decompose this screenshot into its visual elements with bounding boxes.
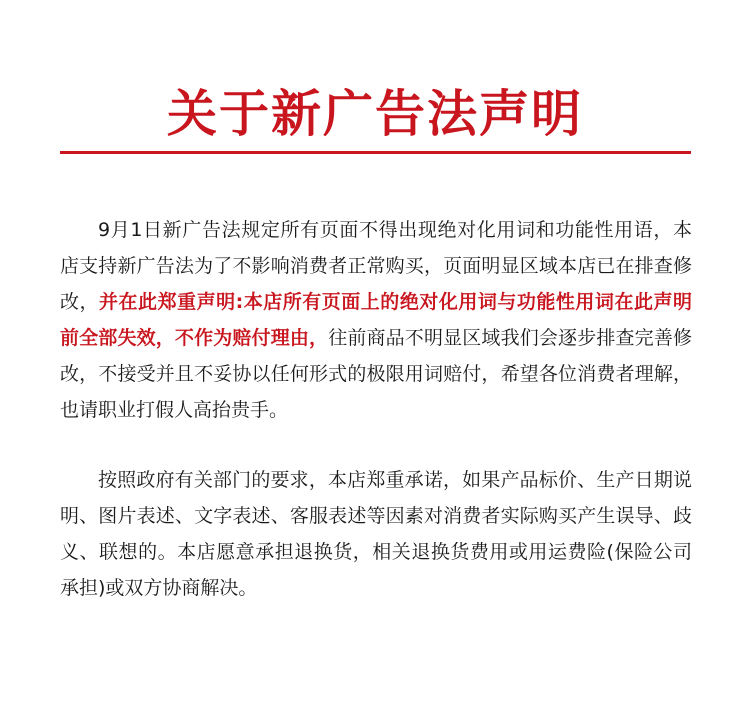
commitment-paragraph: 按照政府有关部门的要求，本店郑重承诺，如果产品标价、生产日期说明、图片表述、文字表述、客服表述等因素对消费者实际购买产生误导、歧义、联想的。本店愿意承担退换货，相关退换货费用或用运费险(保险公司承担)或双方协商解决。 — [60, 469, 692, 599]
page-title: 关于新广告法声明 — [167, 85, 583, 143]
title-divider — [60, 151, 691, 154]
statement-text: 9月1日新广告法规定所有页面不得出现绝对化用词和功能性用语，本店支持新广告法为了不影响消费者正常购买，页面明显区域本店已在排查修改， — [60, 219, 692, 313]
statement-paragraph — [60, 212, 692, 428]
statement-highlight: 并在此郑重声明:本店所有页面上的绝对化用词与功能性用词在此声明前全部失效，不作为赔付理由， — [60, 291, 692, 349]
statement-text-continued: 往前商品不明显区域我们会逐步排查完善修改，不接受并且不妥协以任何形式的极限用词赔付，希望各位消费者理解，也请职业打假人高抬贵手。 — [60, 327, 692, 421]
